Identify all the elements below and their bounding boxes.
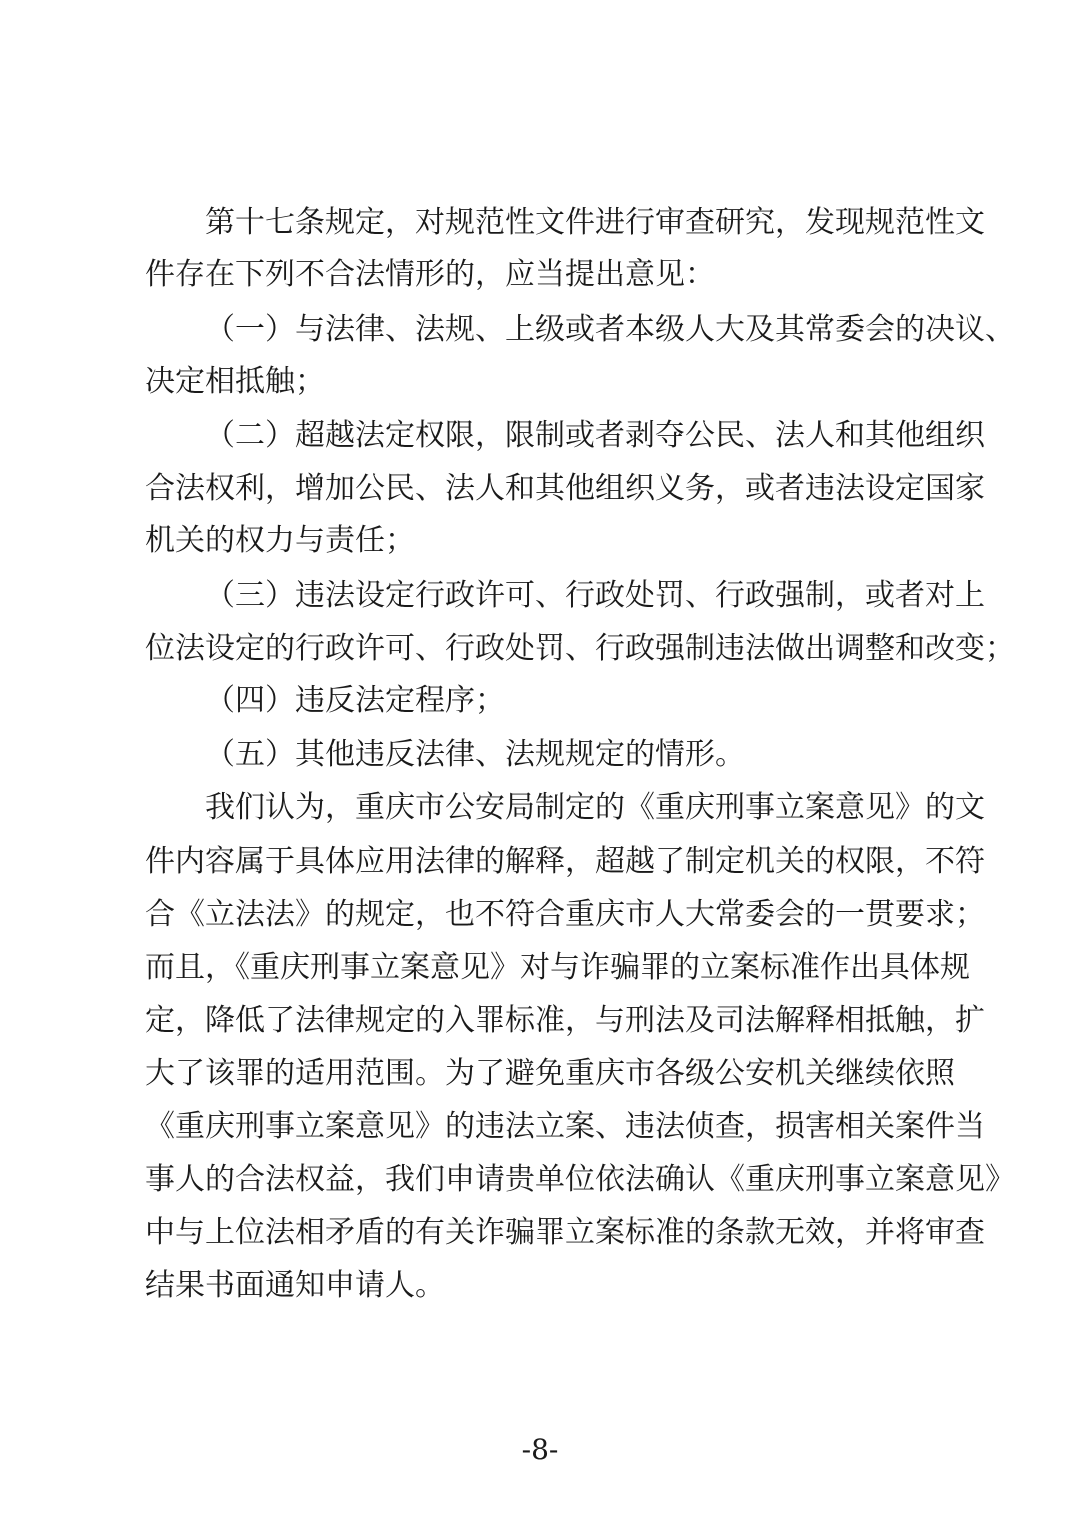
paragraph-line: 大了该罪的适用范围。为了避免重庆市各级公安机关继续依照	[145, 1056, 955, 1091]
paragraph-line: 合法权利，增加公民、法人和其他组织义务，或者违法设定国家	[145, 471, 985, 506]
paragraph-line: （三）违法设定行政许可、行政处罚、行政强制，或者对上	[205, 578, 985, 613]
paragraph-line: 位法设定的行政许可、行政处罚、行政强制违法做出调整和改变；	[145, 631, 1015, 666]
paragraph-line: （四）违反法定程序；	[205, 683, 505, 718]
paragraph-line: （五）其他违反法律、法规规定的情形。	[205, 737, 745, 772]
paragraph-line: 《重庆刑事立案意见》的违法立案、违法侦查，损害相关案件当	[145, 1109, 985, 1144]
paragraph-line: 结果书面通知申请人。	[145, 1268, 445, 1303]
paragraph-line: 我们认为，重庆市公安局制定的《重庆刑事立案意见》的文	[205, 790, 985, 825]
paragraph-line: （二）超越法定权限，限制或者剥夺公民、法人和其他组织	[205, 418, 985, 453]
paragraph-line: 决定相抵触；	[145, 364, 325, 399]
paragraph-line: 件存在下列不合法情形的，应当提出意见：	[145, 257, 715, 292]
paragraph-line: （一）与法律、法规、上级或者本级人大及其常委会的决议、	[205, 312, 1015, 347]
paragraph-line: 中与上位法相矛盾的有关诈骗罪立案标准的条款无效，并将审查	[145, 1215, 985, 1250]
paragraph-line: 件内容属于具体应用法律的解释，超越了制定机关的权限，不符	[145, 844, 985, 879]
paragraph-line: 合《立法法》的规定，也不符合重庆市人大常委会的一贯要求；	[145, 897, 985, 932]
paragraph-line: 事人的合法权益，我们申请贵单位依法确认《重庆刑事立案意见》	[145, 1162, 1015, 1197]
paragraph-line: 定，降低了法律规定的入罪标准，与刑法及司法解释相抵触，扩	[145, 1003, 985, 1038]
paragraph-line: 机关的权力与责任；	[145, 523, 415, 558]
page-number: -8-	[521, 1433, 559, 1466]
paragraph-line: 第十七条规定，对规范性文件进行审查研究，发现规范性文	[205, 205, 985, 240]
paragraph-line: 而且，《重庆刑事立案意见》对与诈骗罪的立案标准作出具体规	[145, 950, 970, 985]
